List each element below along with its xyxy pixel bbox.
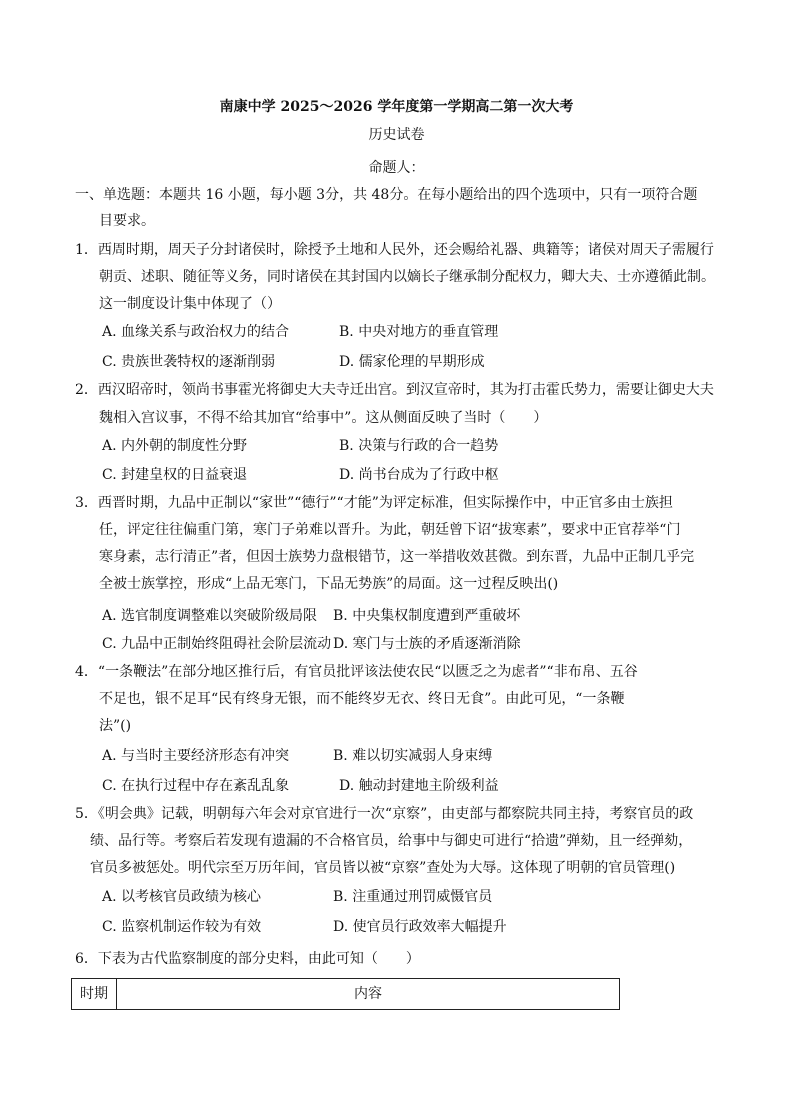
question-4-option-b[interactable]: B. 难以切实减弱人身束缚 xyxy=(333,748,493,764)
question-5-stem: 官员多被惩处。明代宗至万历年间，官员皆以被“京察”查处为大辱。这体现了明朝的官员管理() xyxy=(90,860,676,876)
question-2-option-a[interactable]: A. 内外朝的制度性分野 xyxy=(102,438,248,454)
question-3-option-d[interactable]: D. 寒门与士族的矛盾逐渐消除 xyxy=(333,636,521,652)
question-5-option-c[interactable]: C. 监察机制运作较为有效 xyxy=(102,919,262,935)
question-5-stem: 5．《明会典》记载，明朝每六年会对京官进行一次“京察”，由吏部与都察院共同主持，考察官员的政 xyxy=(75,806,694,822)
question-1-option-d[interactable]: D. 儒家伦理的早期形成 xyxy=(339,354,485,370)
question-1-stem: 朝贡、述职、随征等义务，同时诸侯在其封国内以嫡长子继承制分配权力，卿大夫、士亦遵循此制。 xyxy=(99,269,715,285)
author-line: 命题人： xyxy=(368,160,425,176)
question-1-option-a[interactable]: A. 血缘关系与政治权力的结合 xyxy=(102,324,290,340)
question-1-option-c[interactable]: C. 贵族世袭特权的逐渐削弱 xyxy=(102,354,276,370)
question-3-stem: 任，评定往往偏重门第，寒门子弟难以晋升。为此，朝廷曾下诏“拔寒素”，要求中正官荐举“门 xyxy=(99,522,681,538)
question-2-option-c[interactable]: C. 封建皇权的日益衰退 xyxy=(102,467,248,483)
table-header-period: 时期 xyxy=(72,979,117,1009)
table-header-content: 内容 xyxy=(354,986,382,1002)
question-3-option-a[interactable]: A. 选官制度调整难以突破阶级局限 xyxy=(102,608,318,624)
question-4-option-c[interactable]: C. 在执行过程中存在紊乱乱象 xyxy=(102,778,290,794)
history-source-table xyxy=(71,978,620,1010)
question-5-stem: 绩、品行等。考察后若发现有遗漏的不合格官员，给事中与御史可进行“拾遗”弹劾，且一经弹劾， xyxy=(90,833,693,849)
question-2-option-d[interactable]: D. 尚书台成为了行政中枢 xyxy=(339,467,499,483)
question-3-stem: 寒身素，志行清正”者，但因士族势力盘根错节，这一举措收效甚微。到东晋，九品中正制几乎完 xyxy=(99,549,695,565)
question-3-option-c[interactable]: C. 九品中正制始终阻碍社会阶层流动 xyxy=(102,636,332,652)
question-2-option-b[interactable]: B. 决策与行政的合一趋势 xyxy=(339,438,499,454)
question-3-stem: 全被士族掌控，形成“上品无寒门，下品无势族”的局面。这一过程反映出() xyxy=(99,576,559,592)
question-5-option-b[interactable]: B. 注重通过刑罚威慑官员 xyxy=(333,889,493,905)
question-2-stem: 魏相入宫议事，不得不给其加官“给事中”。这从侧面反映了当时（ ） xyxy=(99,410,548,426)
question-3-option-b[interactable]: B. 中央集权制度遭到严重破坏 xyxy=(333,608,521,624)
section-instruction-cont: 目要求。 xyxy=(99,213,155,229)
question-3-stem: 3．西晋时期，九品中正制以“家世”“德行”“才能”为评定标准，但实际操作中，中正官多由士族担 xyxy=(75,495,673,511)
question-1-option-b[interactable]: B. 中央对地方的垂直管理 xyxy=(339,324,499,340)
exam-title: 南康中学 2025～2026 学年度第一学期高二第一次大考 xyxy=(219,99,574,115)
question-4-option-a[interactable]: A. 与当时主要经济形态有冲突 xyxy=(102,748,290,764)
question-6-stem: 6．下表为古代监察制度的部分史料，由此可知（ ） xyxy=(75,951,420,967)
question-5-option-d[interactable]: D. 使官员行政效率大幅提升 xyxy=(333,919,507,935)
question-4-stem: 法”() xyxy=(99,718,132,734)
question-4-stem: 不足也，银不足耳“民有终身无银，而不能终岁无衣、终日无食”。由此可见，“一条鞭 xyxy=(99,691,625,707)
question-5-option-a[interactable]: A. 以考核官员政绩为核心 xyxy=(102,889,262,905)
exam-subtitle: 历史试卷 xyxy=(368,127,425,143)
question-1-stem: 这一制度设计集中体现了（） xyxy=(99,296,281,312)
question-4-stem: 4．“一条鞭法”在部分地区推行后，有官员批评该法使农民“以匮乏之为虑者”“非布帛、五谷 xyxy=(75,664,638,680)
section-instruction: 一、单选题：本题共 16 小题，每小题 3分，共 48分。在每小题给出的四个选项中，只有一项符合题 xyxy=(75,187,698,203)
question-2-stem: 2．西汉昭帝时，领尚书事霍光将御史大夫寺迁出宫。到汉宣帝时，其为打击霍氏势力，需要让御史大夫 xyxy=(75,382,714,398)
question-4-option-d[interactable]: D. 触动封建地主阶级利益 xyxy=(339,778,499,794)
question-1-stem: 1．西周时期，周天子分封诸侯时，除授予土地和人民外，还会赐给礼器、典籍等；诸侯对周天子需履行 xyxy=(75,242,714,258)
